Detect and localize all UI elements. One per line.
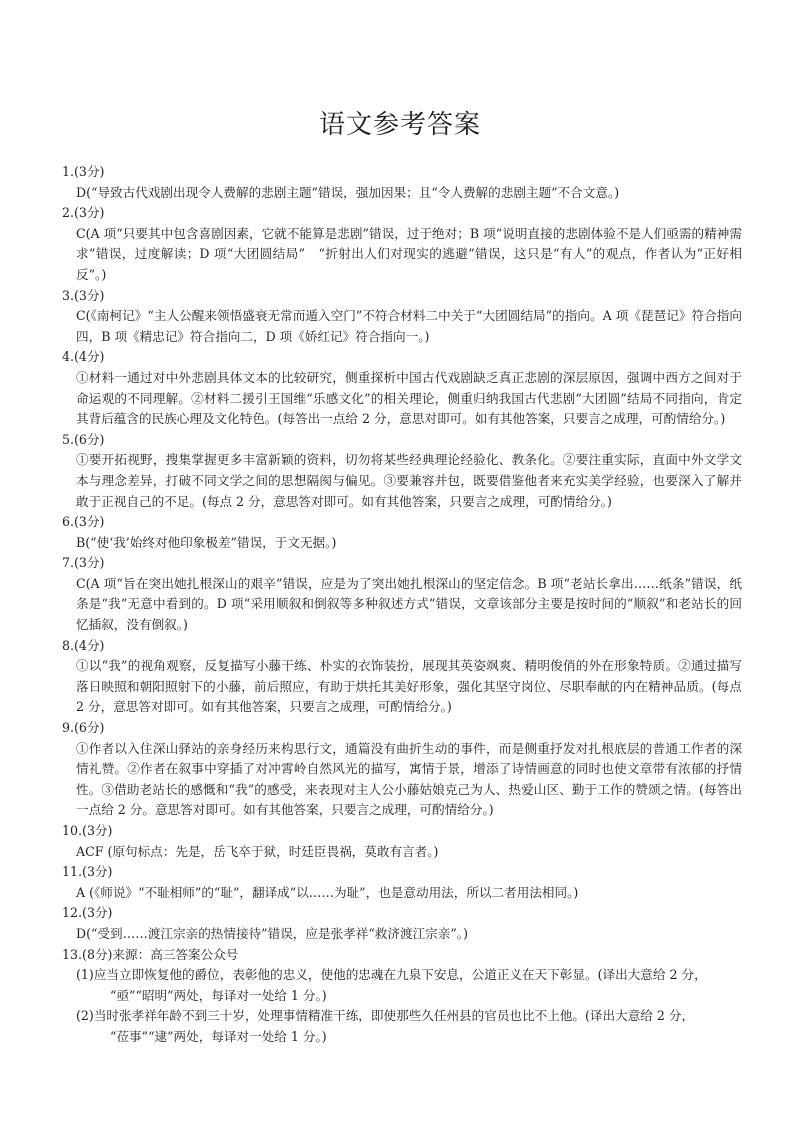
answer-item-8 [62,636,742,718]
answer-text: ①作者以入住深山驿站的亲身经历来构思行文，通篇没有曲折生动的事件，而是侧重抒发对扎根底层的普通工作者的深情礼赞。②作者在叙事中穿插了对冲霄岭自然风光的描写，寓情于景，增添了诗情画意的同时也使文章带有浓郁的抒情性。③借助老站长的感慨和“我”的感受，来表现对主人公小藤姑娘克己为人、热爱山区、勤于工作的赞颂之情。(每答出一点给 2 分。意思答对即可。如有其他答案，只要言之成理，可酌情给分。) [76,740,742,818]
answer-text: ACF (原句标点：先是，岳飞卒于狱，时廷臣畏祸，莫敢有言者。) [76,843,439,859]
question-number: 8.(4分) [62,637,105,653]
answer-text: C(《南柯记》“主人公醒来领悟盛衰无常而遁入空门”不符合材料二中关于“大团圆结局”的指向。A 项《琵琶记》符合指向四，B 项《精忠记》符合指向二，D 项《娇红记》符合指向一。) [76,308,742,344]
answer-item-3 [62,286,742,348]
answer-list [62,162,742,1048]
question-number: 9.(6分) [62,720,105,736]
answer-text: ①以“我”的视角观察，反复描写小藤干练、朴实的衣饰装扮，展现其英姿飒爽、精明俊俏的外在形象特质。②通过描写落日映照和朝阳照射下的小藤，前后照应，有助于烘托其美好形象，强化其坚守岗位、尽职奉献的内在精神品质。(每点 2 分，意思答对即可。如有其他答案，只要言之成理，可酌情给分。) [76,658,742,715]
question-number: 11.(3分) [62,864,113,880]
question-number: 13.(8分)来源：高三答案公众号 [62,946,239,962]
answer-text: ①要开拓视野，搜集掌握更多丰富新颖的资料，切勿将某些经典理论经验化、教条化。②要注重实际，直面中外文学文本与理念差异，打破不同文学之间的思想隔阂与偏见。③要兼容并包，既要借鉴他者来充实美学经验，也要深入了解并敢于正视自己的不足。(每点 2 分，意思答对即可。如有其他答案，只要言之成理，可酌情给分。) [76,452,742,509]
question-number: 3.(3分) [62,287,105,303]
answer-subitem-1 [62,965,742,1006]
subitem-line: (1)应当立即恢复他的爵位，表彰他的忠义，使他的忠魂在九泉下安息，公道正义在天下彰显。(译出大意给 2 分， [76,967,707,983]
answer-subitem-2 [62,1006,742,1047]
answer-item-10 [62,821,742,862]
answer-text: D(“受到……渡江宗亲的热情接待”错误，应是张孝祥“救济渡江宗亲”。) [76,925,469,941]
answer-item-4 [62,347,742,429]
question-number: 5.(6分) [62,431,105,447]
question-number: 6.(3分) [62,514,105,530]
question-number: 4.(4分) [62,349,105,365]
answer-text: C(A 项“旨在突出她扎根深山的艰辛”错误，应是为了突出她扎根深山的坚定信念。B 项“老站长拿出……纸条”错误，纸条是“我”无意中看到的。D 项“采用顺叙和倒叙等多种叙述方式”错误，文章该部分主要是按时间的“顺叙”和老站长的回忆插叙，没有倒叙。) [76,575,742,633]
answer-item-1 [62,162,742,203]
subitem-line: (2)当时张孝祥年龄不到三十岁，处理事情精准干练，即使那些久任州县的官员也比不上他。(译出大意给 2 分， [76,1008,695,1024]
answer-text: C(A 项“只要其中包含喜剧因素，它就不能算是悲剧”错误，过于绝对；B 项“说明直接的悲剧体验不是人们亟需的精神需求”错误，过度解读；D 项“大团圆结局” “折射出人们对现实的逃避”错误，这只是“有人”的观点，作者认为“正好相反”。) [76,225,742,282]
answer-item-13 [62,945,742,1048]
answer-text: B(“使‘我’始终对他印象极差”错误，于文无据。) [76,534,337,550]
answer-item-12 [62,903,742,944]
answer-item-6 [62,512,742,553]
question-number: 2.(3分) [62,205,105,221]
page-title: 语文参考答案 [318,110,481,140]
answer-text: A (《师说》“不耻相师”的“耻”，翻译成“以……为耻”，也是意动用法，所以二者用法相同。) [76,884,579,900]
answer-item-9 [62,718,742,821]
answer-text: ①材料一通过对中外悲剧具体文本的比较研究，侧重探析中国古代戏剧缺乏真正悲剧的深层原因，强调中西方之间对于命运观的不同理解。②材料二援引王国维“乐感文化”的相关理论，侧重归纳我国古代悲剧“大团圆”结局不同指向，肯定其背后蕴含的民族心理及文化特色。(每答出一点给 2 分，意思对即可。如有其他答案，只要言之成理，可酌情给分。) [76,369,742,427]
answer-item-7 [62,553,742,635]
subitem-line-continued: “亟”“昭明”两处，每译对一处给 1 分。) [110,987,327,1003]
answer-item-2 [62,203,742,285]
answer-item-11 [62,862,742,903]
answer-text: D(“导致古代戏剧出现令人费解的悲剧主题”错误，强加因果；且“令人费解的悲剧主题”不合文意。) [76,184,620,200]
question-number: 12.(3分) [62,905,113,921]
question-number: 7.(3分) [62,555,105,571]
question-number: 1.(3分) [62,164,105,179]
question-number: 10.(3分) [62,823,113,838]
subitem-line-continued: “莅事”“逮”两处，每译对一处给 1 分。) [110,1028,327,1044]
answer-item-5 [62,430,742,512]
